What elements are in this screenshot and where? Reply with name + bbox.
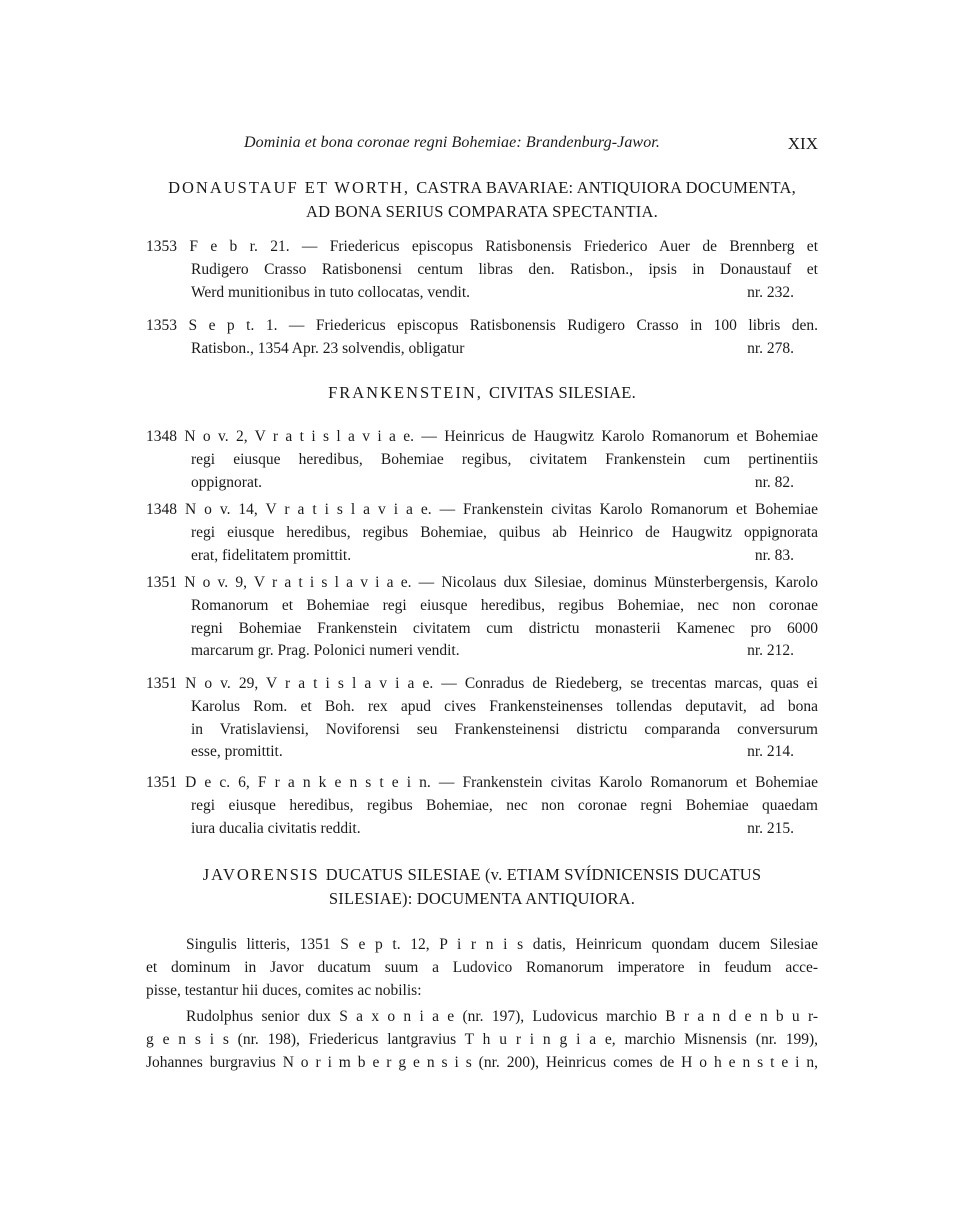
entry-line: iura ducalia civitatis reddit. nr. 215. xyxy=(146,818,818,841)
paragraph-line: g e n s i s (nr. 198), Friedericus lantgravius T h u r i n g i a e, marchio Misnensis (nr. 199), xyxy=(146,1030,818,1048)
entry-line: 1348 N o v. 14, V r a t i s l a v i a e. — Frankenstein civitas Karolo Romanorum et Bohemiae xyxy=(146,501,818,518)
entry-line: Karolus Rom. et Boh. rex apud cives Frankensteinenses tollendas deputavit, ad bona xyxy=(191,697,818,715)
entry-line: regi eiusque heredibus, Bohemiae regibus, civitatem Frankenstein cum pertinentiis xyxy=(191,450,818,468)
section-title-line: JAVORENSIS DUCATUS SILESIAE (v. ETIAM SVÍDNICENSIS DUCATUS xyxy=(202,865,762,884)
entry xyxy=(146,772,818,840)
running-title: Dominia et bona coronae regni Bohemiae: Brandenburg-Jawor. xyxy=(244,134,660,151)
entry-ref: nr. 215. xyxy=(747,819,794,837)
entry-line: Romanorum et Bohemiae regi eiusque heredibus, regibus Bohemiae, nec non coronae xyxy=(191,596,818,614)
entry-line: oppignorat. nr. 82. xyxy=(146,472,818,495)
entry-line: 1348 N o v. 2, V r a t i s l a v i a e. — Heinricus de Haugwitz Karolo Romanorum et Bohemiae xyxy=(146,428,818,445)
paragraph-line: Johannes burgravius N o r i m b e r g e n s i s (nr. 200), Heinricus comes de H o h e n s t e i n, xyxy=(146,1053,818,1071)
entry-ref: nr. 212. xyxy=(747,642,794,660)
entry-line: regni Bohemiae Frankenstein civitatem cum districtu monasterii Kamenec pro 6000 xyxy=(191,619,818,637)
entry-line: 1353 S e p t. 1. — Friedericus episcopus Ratisbonensis Rudigero Crasso in 100 libris den. xyxy=(146,317,818,334)
section-title-javorensis xyxy=(146,863,818,911)
entry xyxy=(146,572,818,663)
entry-ref: nr. 83. xyxy=(754,546,794,564)
paragraph-line: pisse, testantur hii duces, comites ac nobilis: xyxy=(146,981,422,999)
section-title-frankenstein xyxy=(146,381,818,405)
entry xyxy=(146,426,818,494)
entry-line: 1353 F e b r. 21. — Friedericus episcopus Ratisbonensis Friederico Auer de Brennberg et xyxy=(146,238,818,255)
entry-line: 1351 D e c. 6, F r a n k e n s t e i n. — Frankenstein civitas Karolo Romanorum et Bohemiae xyxy=(146,774,818,791)
section-title-line: SILESIAE): DOCUMENTA ANTIQUIORA. xyxy=(328,889,636,908)
entry xyxy=(146,499,818,567)
entry-line: regi eiusque heredibus, regibus Bohemiae, quibus ab Heinrico de Haugwitz oppignorata xyxy=(191,523,818,541)
section-title-line: AD BONA SERIUS COMPARATA SPECTANTIA. xyxy=(306,202,658,221)
paragraph-line: et dominum in Javor ducatum suum a Ludovico Romanorum imperatore in feudum acce- xyxy=(146,958,818,976)
entry-ref: nr. 82. xyxy=(754,473,794,491)
entry-line: marcarum gr. Prag. Polonici numeri vendit. nr. 212. xyxy=(146,640,818,663)
entry-line: 1351 N o v. 29, V r a t i s l a v i a e. — Conradus de Riedeberg, se trecentas marcas, quas ei xyxy=(146,675,818,692)
paragraph xyxy=(146,934,818,1002)
page-number: XIX xyxy=(787,134,818,153)
entry-line: erat, fidelitatem promittit. nr. 83. xyxy=(146,545,818,568)
paragraph-line: Rudolphus senior dux S a x o n i a e (nr. 197), Ludovicus marchio B r a n d e n b u r- xyxy=(186,1008,818,1025)
entry xyxy=(146,236,818,304)
entry-line: regi eiusque heredibus, regibus Bohemiae, nec non coronae regni Bohemiae quaedam xyxy=(191,796,818,814)
entry-ref: nr. 232. xyxy=(747,283,794,301)
entry-ref: nr. 278. xyxy=(747,339,794,357)
entry-line: Werd munitionibus in tuto collocatas, vendit. nr. 232. xyxy=(146,282,818,305)
entry-line: esse, promittit. nr. 214. xyxy=(146,741,818,764)
paragraph xyxy=(146,1006,818,1074)
paragraph-line: Singulis litteris, 1351 S e p t. 12, P i r n i s datis, Heinricum quondam ducem Silesiae xyxy=(186,936,818,953)
entry xyxy=(146,315,818,361)
entry xyxy=(146,673,818,764)
section-title-line: DONAUSTAUF ET WORTH, CASTRA BAVARIAE: ANTIQUIORA DOCUMENTA, xyxy=(168,178,796,197)
entry-line: 1351 N o v. 9, V r a t i s l a v i a e. — Nicolaus dux Silesiae, dominus Münsterbergensis, Karolo xyxy=(146,574,818,591)
entry-line: in Vratislaviensi, Noviforensi seu Frankensteinensi districtu comparanda conversurum xyxy=(191,720,818,738)
entry-ref: nr. 214. xyxy=(747,743,794,761)
section-title-donaustauf xyxy=(146,176,818,224)
entry-line: Ratisbon., 1354 Apr. 23 solvendis, obligatur nr. 278. xyxy=(146,338,818,361)
entry-line: Rudigero Crasso Ratisbonensi centum libras den. Ratisbon., ipsis in Donaustauf et xyxy=(191,260,818,278)
running-head xyxy=(146,132,818,156)
section-title-line: FRANKENSTEIN, CIVITAS SILESIAE. xyxy=(328,383,636,402)
